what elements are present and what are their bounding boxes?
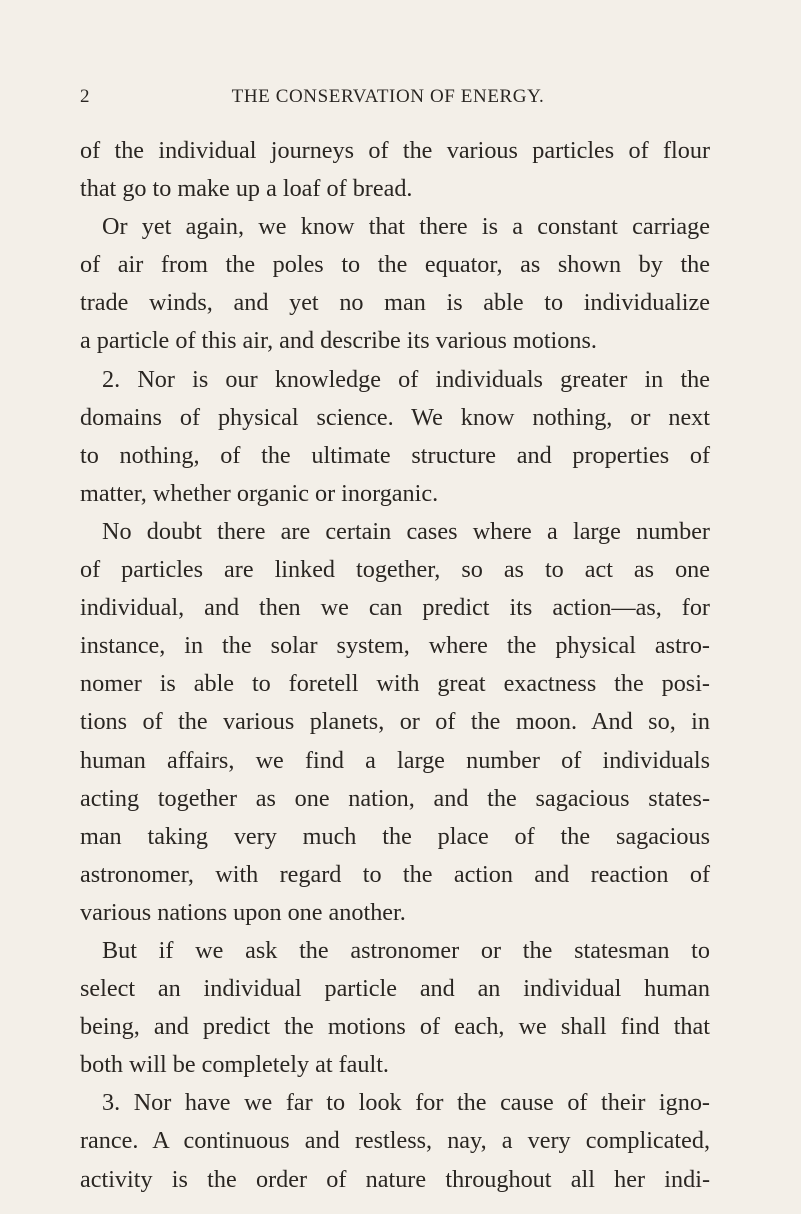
text-line: of particles are linked together, so as to act as one xyxy=(80,556,710,584)
text-line: various nations upon one another. xyxy=(80,898,406,926)
text-line: individual, and then we can predict its action—as, for xyxy=(80,594,710,622)
running-title: THE CONSERVATION OF ENERGY. xyxy=(231,86,545,107)
text-line: to nothing, of the ultimate structure and properties of xyxy=(80,441,710,469)
text-line: tions of the various planets, or of the moon. And so, in xyxy=(80,708,710,736)
text-line: nomer is able to foretell with great exactness the posi- xyxy=(80,670,710,698)
text-line: of the individual journeys of the various particles of flour xyxy=(80,137,710,164)
page-number: 2 xyxy=(80,86,90,107)
running-head xyxy=(80,86,696,116)
text-line: select an individual particle and an individual human xyxy=(80,975,710,1003)
text-line: man taking very much the place of the sagacious xyxy=(80,822,710,850)
text-line: of air from the poles to the equator, as shown by the xyxy=(80,251,710,279)
text-line: No doubt there are certain cases where a large number xyxy=(102,517,710,545)
body-text xyxy=(80,132,710,1199)
text-line: rance. A continuous and restless, nay, a very complicated, xyxy=(80,1127,710,1155)
text-line: astronomer, with regard to the action and reaction of xyxy=(80,860,710,888)
text-line: that go to make up a loaf of bread. xyxy=(80,175,413,203)
text-line: 2. Nor is our knowledge of individuals greater in the xyxy=(102,365,710,393)
text-line: acting together as one nation, and the sagacious states- xyxy=(80,784,710,812)
text-line: both will be completely at fault. xyxy=(80,1051,389,1079)
text-line: being, and predict the motions of each, we shall find that xyxy=(80,1013,710,1041)
text-line: human affairs, we find a large number of individuals xyxy=(80,746,710,774)
text-line: domains of physical science. We know nothing, or next xyxy=(80,403,710,431)
text-line: But if we ask the astronomer or the statesman to xyxy=(102,936,710,964)
text-line: Or yet again, we know that there is a constant carriage xyxy=(102,213,710,241)
text-line: trade winds, and yet no man is able to individualize xyxy=(80,289,710,317)
text-line: a particle of this air, and describe its various motions. xyxy=(80,327,597,355)
text-line: 3. Nor have we far to look for the cause of their igno- xyxy=(102,1089,710,1117)
text-line: instance, in the solar system, where the physical astro- xyxy=(80,632,710,660)
text-line: activity is the order of nature throughout all her indi- xyxy=(80,1165,710,1193)
text-line: matter, whether organic or inorganic. xyxy=(80,479,439,507)
